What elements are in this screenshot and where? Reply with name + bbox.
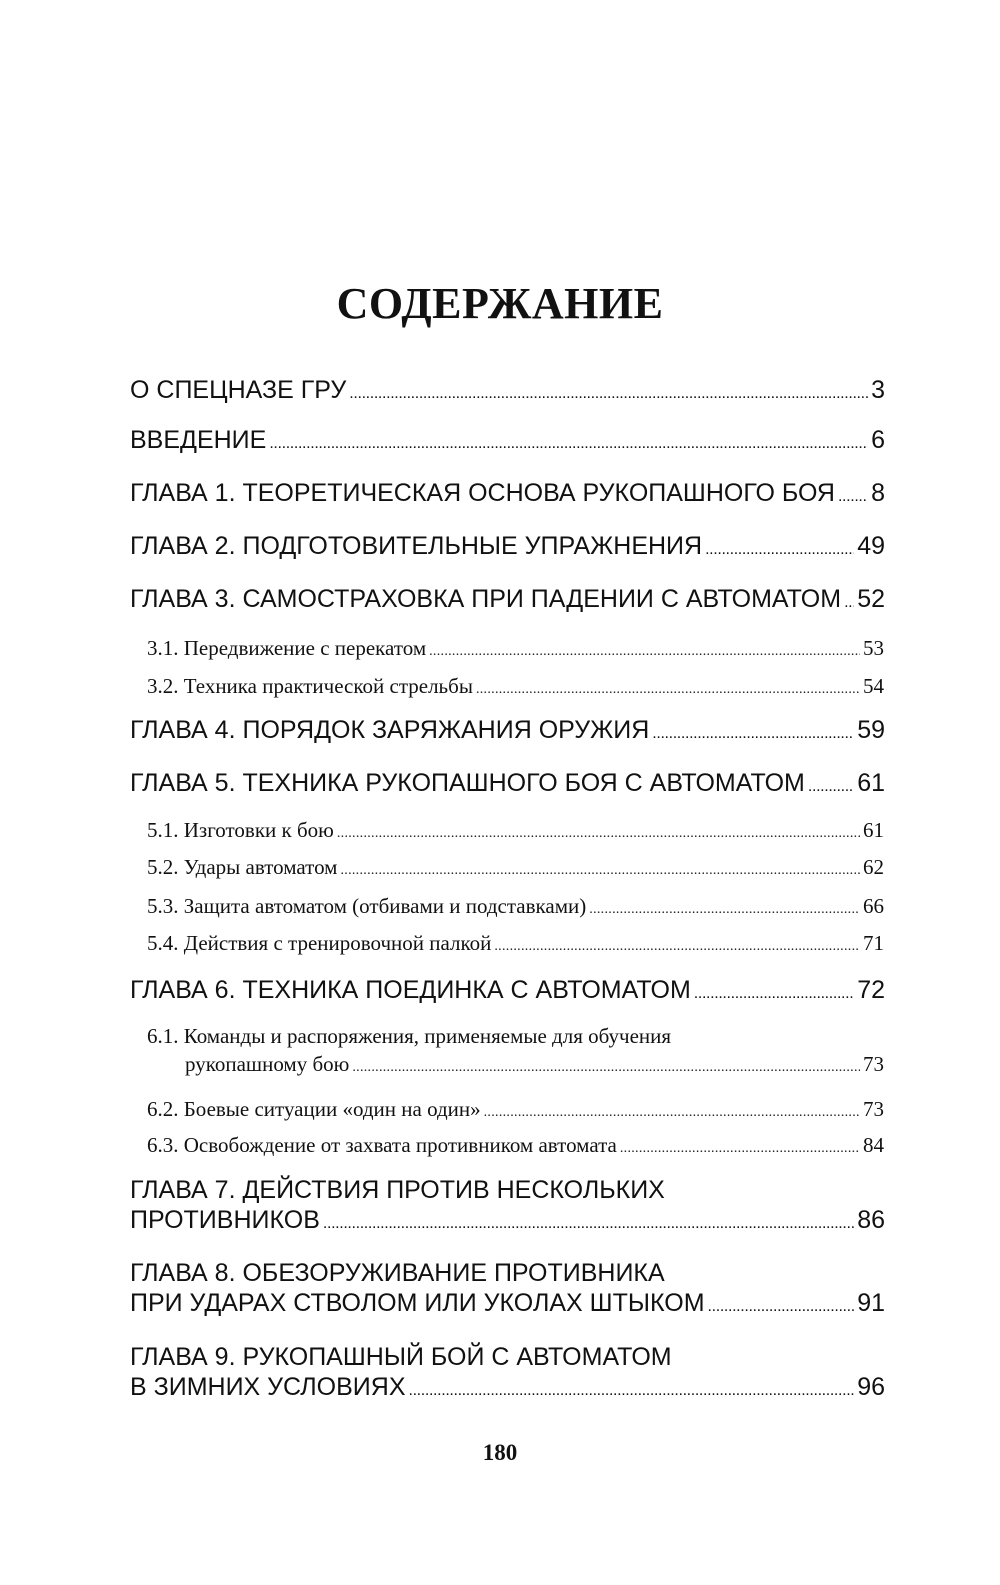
toc-entry-page: 73 <box>863 1052 884 1076</box>
toc-entry-text: 5.1. Изготовки к бою <box>147 818 334 842</box>
dot-leader <box>323 1209 854 1239</box>
toc-subentry <box>147 672 884 704</box>
toc-entry-page: 59 <box>857 716 885 744</box>
toc-subentry <box>147 929 884 961</box>
dot-leader <box>476 676 860 704</box>
toc-entry-text: ГЛАВА 9. РУКОПАШНЫЙ БОЙ С АВТОМАТОМ <box>130 1343 672 1371</box>
toc-subentry <box>147 816 884 848</box>
dot-leader <box>652 719 854 749</box>
toc-entry-text-line2: В ЗИМНИХ УСЛОВИЯХ <box>130 1373 406 1401</box>
toc-entry-text-line2: ПРИ УДАРАХ СТВОЛОМ ИЛИ УКОЛАХ ШТЫКОМ <box>130 1289 705 1317</box>
toc-entry-page: 61 <box>863 818 884 842</box>
toc-entry <box>130 531 885 565</box>
dot-leader <box>589 896 860 924</box>
toc-entry-text-line2: ПРОТИВНИКОВ <box>130 1206 320 1234</box>
toc-entry-continuation <box>147 1050 884 1082</box>
toc-entry-page: 66 <box>863 894 884 918</box>
toc-entry-text: 3.2. Техника практической стрельбы <box>147 674 473 698</box>
dot-leader <box>844 588 854 618</box>
toc-entry <box>130 478 885 512</box>
toc-subentry <box>147 634 884 666</box>
dot-leader <box>429 638 860 666</box>
toc-entry-text: 5.2. Удары автоматом <box>147 855 338 879</box>
toc-entry-text-line2: рукопашному бою <box>185 1052 350 1076</box>
toc-entry-text: ГЛАВА 7. ДЕЙСТВИЯ ПРОТИВ НЕСКОЛЬКИХ <box>130 1176 665 1204</box>
toc-entry-page: 8 <box>871 479 885 507</box>
toc-entry <box>130 584 885 618</box>
dot-leader <box>269 429 868 459</box>
toc-entry-text: 3.1. Передвижение с перекатом <box>147 636 427 660</box>
toc-entry-text: 6.1. Команды и распоряжения, применяемые для обучения <box>147 1024 672 1048</box>
toc-entry-page: 52 <box>857 585 885 613</box>
toc-entry-page: 54 <box>863 674 884 698</box>
toc-entry-page: 73 <box>863 1097 884 1121</box>
dot-leader <box>340 857 860 885</box>
dot-leader <box>494 933 860 961</box>
dot-leader <box>620 1135 860 1163</box>
dot-leader <box>337 820 860 848</box>
toc-subentry <box>147 1095 884 1127</box>
toc-entry-page: 86 <box>857 1206 885 1234</box>
toc-entry-text: ГЛАВА 4. ПОРЯДОК ЗАРЯЖАНИЯ ОРУЖИЯ <box>130 716 650 744</box>
toc-entry-page: 96 <box>857 1373 885 1401</box>
toc-entry-page: 6 <box>871 426 885 454</box>
toc-subentry <box>147 853 884 885</box>
toc-subentry <box>147 892 884 924</box>
toc-entry-page: 91 <box>857 1289 885 1317</box>
toc-entry-text: 5.3. Защита автоматом (отбивами и подставками) <box>147 894 587 918</box>
toc-entry-page: 49 <box>857 532 885 560</box>
toc-subentry <box>147 1022 884 1082</box>
toc-entry <box>130 1342 885 1406</box>
page-number: 180 <box>482 1440 518 1465</box>
toc-entry-text: ГЛАВА 3. САМОСТРАХОВКА ПРИ ПАДЕНИИ С АВТОМАТОМ <box>130 585 842 613</box>
dot-leader <box>352 1054 860 1082</box>
toc-entry <box>130 1175 885 1239</box>
toc-entry-continuation <box>130 1372 885 1406</box>
contents-title: СОДЕРЖАНИЕ <box>336 279 664 328</box>
toc-entry <box>130 768 885 802</box>
dot-leader <box>808 772 854 802</box>
toc-entry-text: ГЛАВА 1. ТЕОРЕТИЧЕСКАЯ ОСНОВА РУКОПАШНОГО БОЯ <box>130 479 835 507</box>
dot-leader <box>705 535 854 565</box>
toc-entry <box>130 1258 885 1322</box>
toc-entry-page: 3 <box>871 376 885 404</box>
toc-entry-text: ГЛАВА 5. ТЕХНИКА РУКОПАШНОГО БОЯ С АВТОМАТОМ <box>130 769 805 797</box>
toc-entry-text: ГЛАВА 6. ТЕХНИКА ПОЕДИНКА С АВТОМАТОМ <box>130 976 691 1004</box>
toc-entry-page: 62 <box>863 855 884 879</box>
dot-leader <box>484 1099 860 1127</box>
dot-leader <box>409 1376 855 1406</box>
toc-subentry <box>147 1131 884 1163</box>
toc-entry-page: 84 <box>863 1133 884 1157</box>
dot-leader <box>838 482 868 512</box>
toc-entry <box>130 975 885 1009</box>
toc-entry <box>130 375 885 409</box>
toc-entry-text: ГЛАВА 8. ОБЕЗОРУЖИВАНИЕ ПРОТИВНИКА <box>130 1259 665 1287</box>
toc-entry-page: 72 <box>857 976 885 1004</box>
dot-leader <box>708 1292 855 1322</box>
toc-entry-page: 53 <box>863 636 884 660</box>
toc-entry-page: 71 <box>863 931 884 955</box>
toc-entry <box>130 425 885 459</box>
toc-entry-text: 5.4. Действия с тренировочной палкой <box>147 931 492 955</box>
toc-entry-text: О СПЕЦНАЗЕ ГРУ <box>130 376 347 404</box>
toc-entry-page: 61 <box>857 769 885 797</box>
dot-leader <box>349 379 868 409</box>
dot-leader <box>694 979 854 1009</box>
toc-entry-text: 6.2. Боевые ситуации «один на один» <box>147 1097 481 1121</box>
toc-entry-text: ГЛАВА 2. ПОДГОТОВИТЕЛЬНЫЕ УПРАЖНЕНИЯ <box>130 532 703 560</box>
toc-entry-continuation <box>130 1288 885 1322</box>
toc-entry-text: ВВЕДЕНИЕ <box>130 426 267 454</box>
toc-entry <box>130 715 885 749</box>
toc-entry-continuation <box>130 1205 885 1239</box>
toc-entry-text: 6.3. Освобождение от захвата противником автомата <box>147 1133 617 1157</box>
